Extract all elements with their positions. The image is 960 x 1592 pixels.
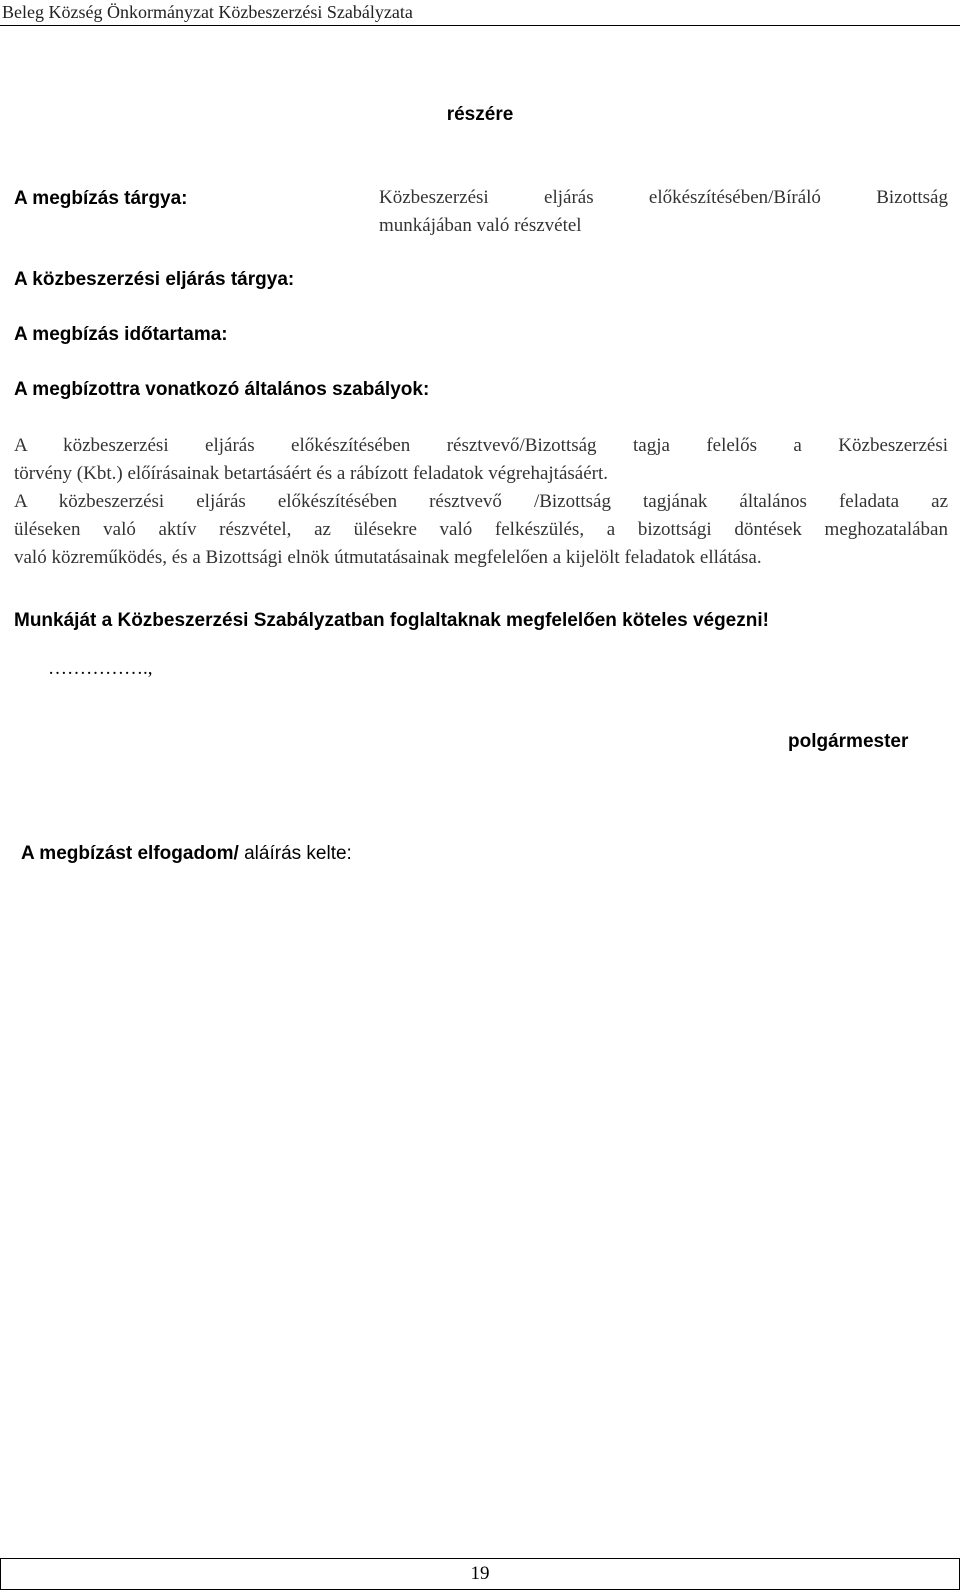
subject-value-line2: munkájában való részvétel — [379, 215, 582, 236]
acceptance-line — [21, 842, 352, 866]
rules-line: törvény (Kbt.) előírásainak betartásáért és a rábízott feladatok végrehajtásáért. — [14, 463, 608, 484]
general-rules-label: A megbízottra vonatkozó általános szabályok: — [14, 379, 430, 400]
acceptance-rest: aláírás kelte: — [238, 843, 352, 864]
acceptance-bold: A megbízást elfogadom/ — [21, 843, 239, 864]
rules-paragraph — [14, 432, 948, 572]
running-header-title: Beleg Község Önkormányzat Közbeszerzési Szabályzata — [2, 2, 413, 22]
signatory-title: polgármester — [788, 731, 909, 752]
rules-line: való közreműködés, és a Bizottsági elnök útmutatásainak megfelelően a kijelölt feladatok ellátása. — [14, 547, 762, 568]
place-date-placeholder: ……………., — [48, 658, 153, 679]
closing-statement: Munkáját a Közbeszerzési Szabályzatban foglaltaknak megfelelően köteles végezni! — [14, 610, 769, 631]
procurement-subject-label: A közbeszerzési eljárás tárgya: — [14, 269, 295, 290]
subject-value-line1: Közbeszerzési eljárás előkészítésében/Bíráló Bizottság — [379, 187, 948, 208]
duration-label: A megbízás időtartama: — [14, 324, 228, 345]
page-number-box — [0, 1558, 960, 1590]
rules-line: A közbeszerzési eljárás előkészítésében résztvevő /Bizottság tagjának általános feladata az — [14, 491, 948, 512]
section-title: részére — [446, 104, 514, 125]
page-number: 19 — [470, 1563, 490, 1584]
subject-label: A megbízás tárgya: — [14, 188, 188, 209]
rules-line: A közbeszerzési eljárás előkészítésében résztvevő/Bizottság tagja felelős a Közbeszerzési — [14, 435, 948, 456]
running-header — [0, 0, 960, 26]
rules-line: üléseken való aktív részvétel, az ülésekre való felkészülés, a bizottsági döntések meghozatalában — [14, 519, 948, 540]
